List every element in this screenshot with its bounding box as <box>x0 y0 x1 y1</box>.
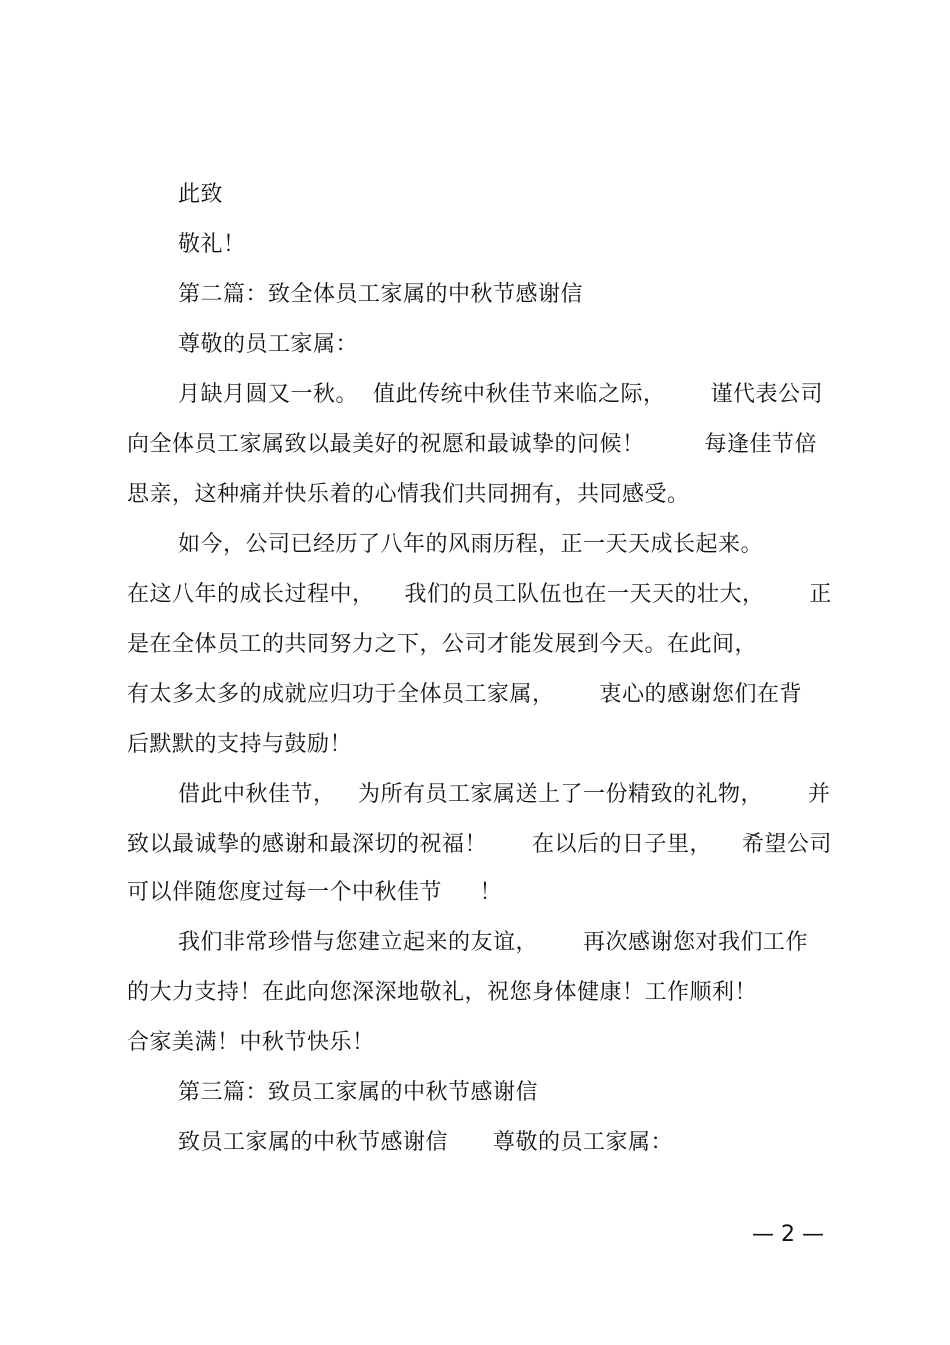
paragraph-line: 思亲，这种痛并快乐着的心情我们共同拥有，共同感受。 <box>127 482 690 507</box>
paragraph-line: 借此中秋佳节， 为所有员工家属送上了一份精致的礼物， 并 <box>178 782 831 807</box>
paragraph-line: 月缺月圆又一秋。 值此传统中秋佳节来临之际， 谨代表公司 <box>178 382 823 407</box>
paragraph-line: 合家美满！中秋节快乐！ <box>127 1030 375 1055</box>
section-title-2: 第二篇：致全体员工家属的中秋节感谢信 <box>178 282 584 307</box>
paragraph-line: 致员工家属的中秋节感谢信 尊敬的员工家属： <box>178 1130 673 1155</box>
section-title-3: 第三篇：致员工家属的中秋节感谢信 <box>178 1080 539 1105</box>
paragraph-line: 是在全体员工的共同努力之下，公司才能发展到今天。在此间， <box>127 632 758 657</box>
paragraph-line: 在这八年的成长过程中， 我们的员工队伍也在一天天的壮大， 正 <box>127 582 832 607</box>
paragraph-line: 可以伴随您度过每一个中秋佳节 ！ <box>127 880 502 905</box>
greeting: 尊敬的员工家属： <box>178 332 359 357</box>
paragraph-line: 致以最诚挚的感谢和最深切的祝福！ 在以后的日子里， 希望公司 <box>127 832 832 857</box>
page-number: — 2 — <box>752 1222 824 1247</box>
closing-respect: 敬礼！ <box>178 232 246 257</box>
paragraph-line: 如今，公司已经历了八年的风雨历程，正一天天成长起来。 <box>178 532 764 557</box>
paragraph-line: 我们非常珍惜与您建立起来的友谊， 再次感谢您对我们工作 <box>178 930 808 955</box>
paragraph-line: 的大力支持！在此向您深深地敬礼，祝您身体健康！工作顺利！ <box>127 980 758 1005</box>
paragraph-line: 后默默的支持与鼓励！ <box>127 732 353 757</box>
paragraph-line: 向全体员工家属致以最美好的祝愿和最诚挚的问候！ 每逢佳节倍 <box>127 432 817 457</box>
paragraph-line: 有太多太多的成就应归功于全体员工家属， 衷心的感谢您们在背 <box>127 682 802 707</box>
closing-salutation: 此致 <box>178 182 224 207</box>
